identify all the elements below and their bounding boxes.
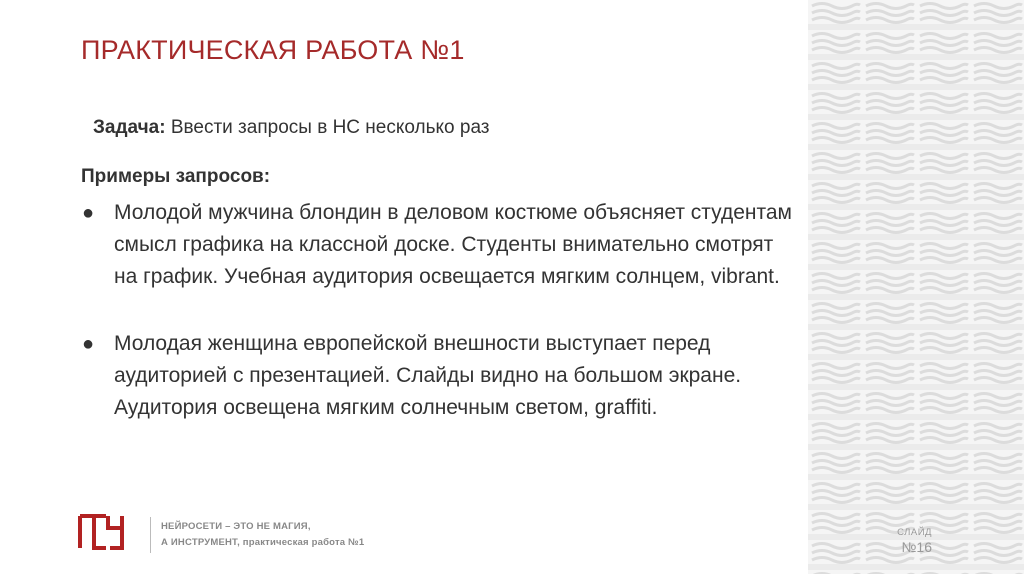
footer-divider: [150, 517, 151, 553]
list-item: [80, 197, 800, 293]
examples-list: [80, 197, 800, 459]
list-item-text: Молодая женщина европейской внешности выступает перед аудиторией с презентацией. Слайды видно на большом экране. Аудитория освещена мягким солнечным светом, graffiti.: [114, 332, 742, 419]
list-item: [80, 328, 800, 424]
bullet-icon: ●: [82, 202, 95, 224]
decorative-pattern: [808, 0, 1024, 574]
slide-number-value: №16: [901, 539, 932, 555]
slide-number: [872, 527, 932, 555]
slide-label: СЛАЙД: [897, 527, 932, 538]
footer-line-1: НЕЙРОСЕТИ – ЭТО НЕ МАГИЯ,: [161, 521, 311, 532]
examples-heading: Примеры запросов:: [81, 166, 271, 187]
task-line: [93, 117, 490, 139]
task-text: Ввести запросы в НС несколько раз: [170, 117, 490, 138]
task-label: Задача:: [93, 117, 166, 138]
bullet-icon: ●: [82, 333, 95, 355]
list-item-text: Молодой мужчина блондин в деловом костюме объясняет студентам смысл графика на классной доске. Студенты внимательно смотрят на график. Учебная аудитория освещается мягким солнцем, vibrant.: [114, 201, 792, 288]
footer-line-2: А ИНСТРУМЕНТ, практическая работа №1: [161, 537, 365, 548]
gsu-logo: [78, 514, 124, 550]
footer-caption: [161, 519, 364, 551]
slide-title: ПРАКТИЧЕСКАЯ РАБОТА №1: [81, 35, 465, 65]
pattern-graphic: [808, 0, 1024, 574]
